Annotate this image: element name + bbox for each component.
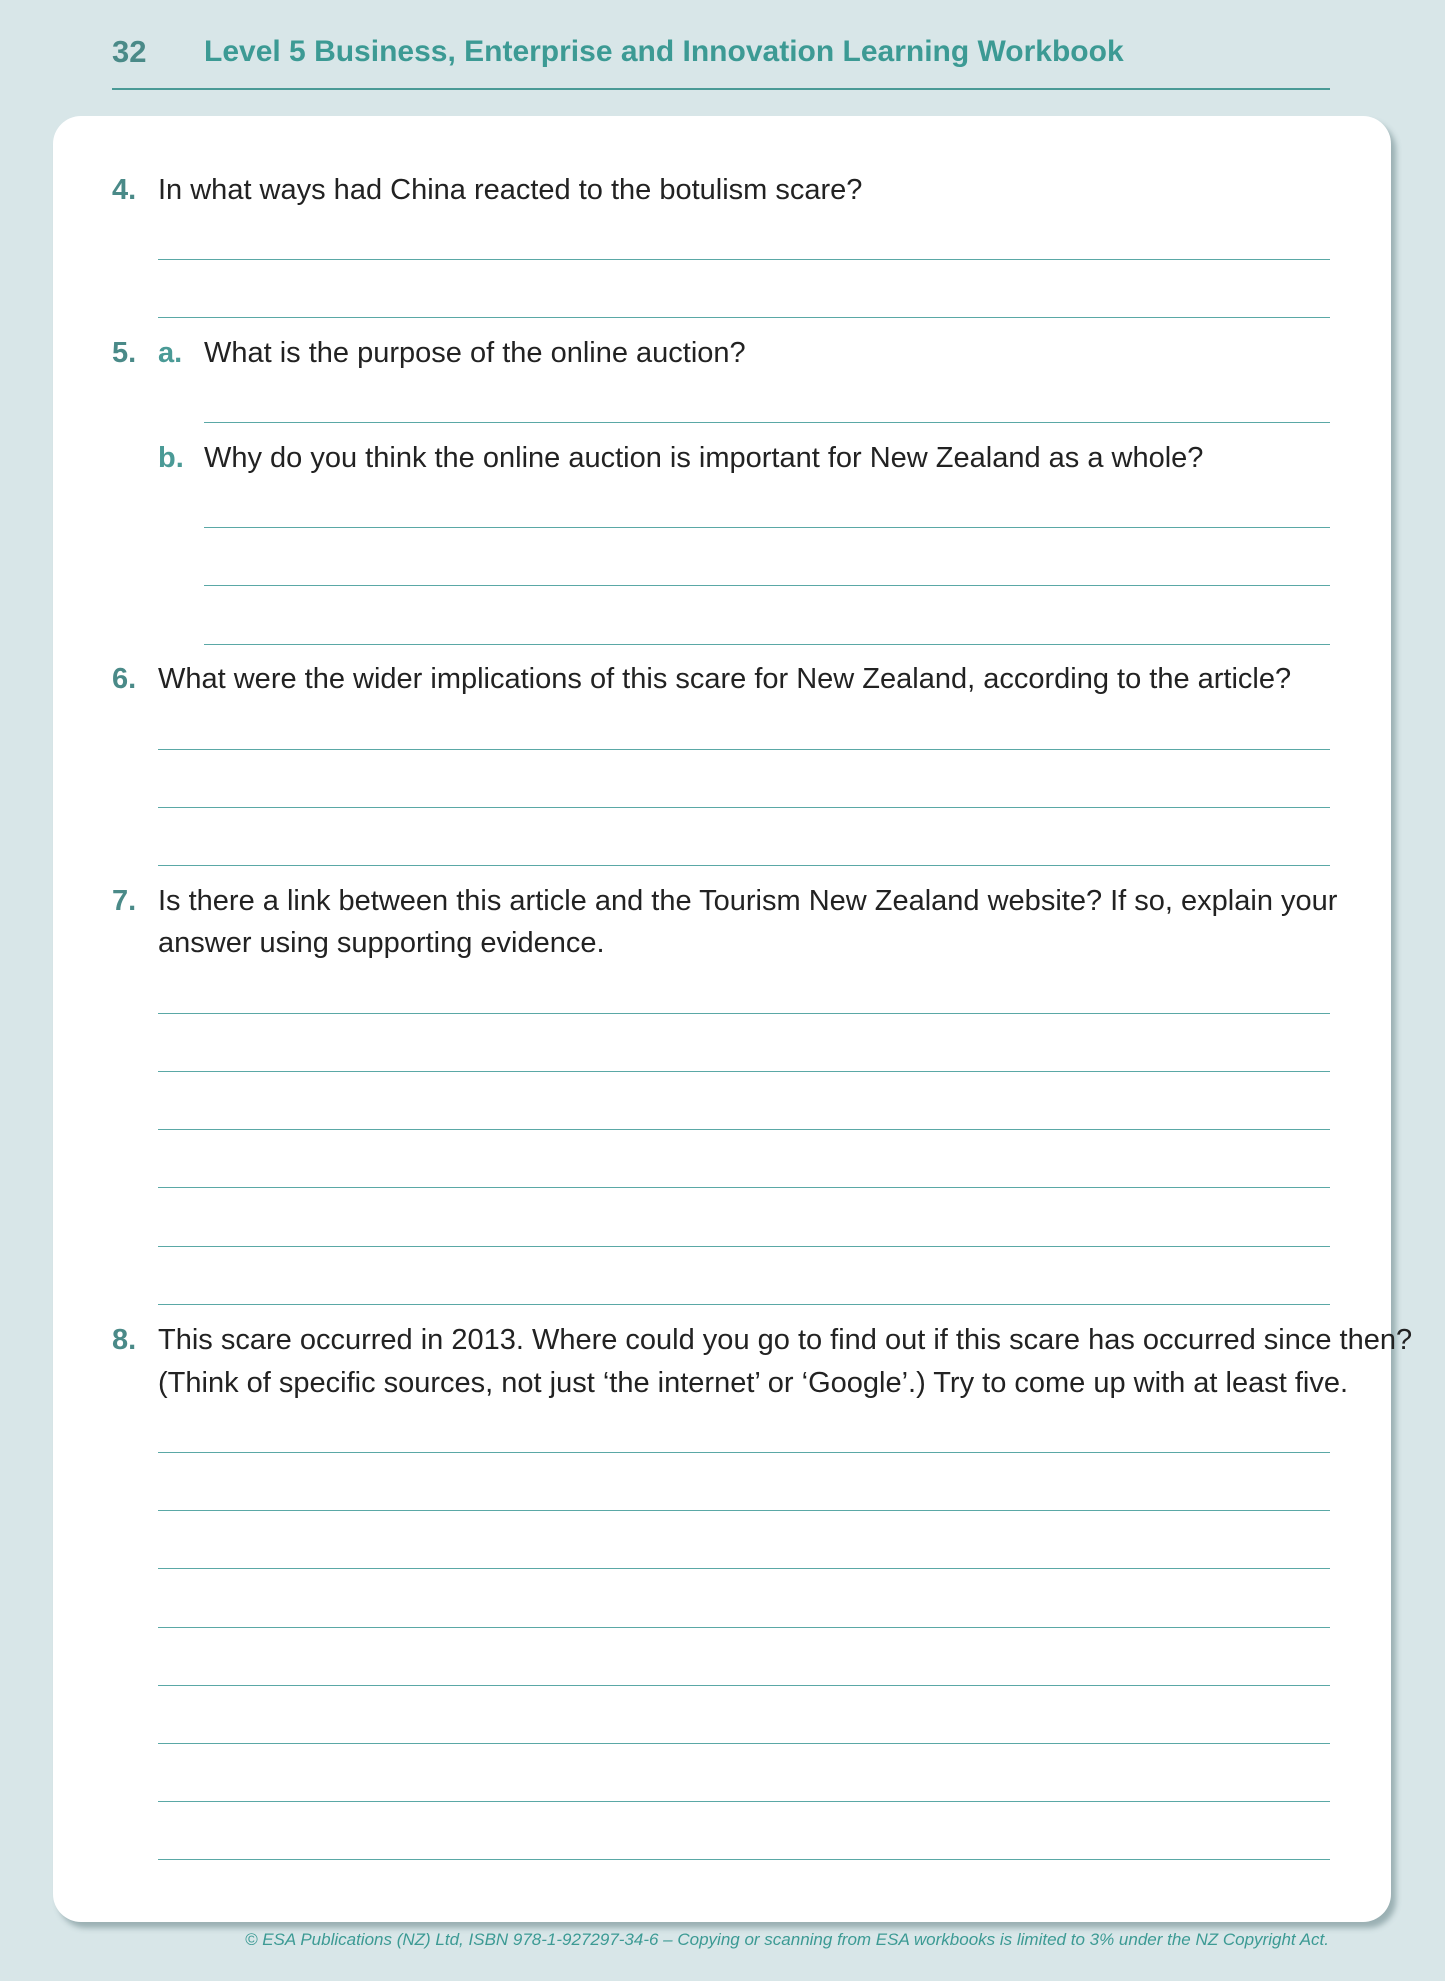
question-6-number: 6. bbox=[112, 663, 137, 695]
question-8-number: 8. bbox=[112, 1324, 137, 1356]
answer-line[interactable] bbox=[158, 1859, 1330, 1860]
answer-line[interactable] bbox=[158, 1071, 1330, 1072]
answer-line[interactable] bbox=[158, 1685, 1330, 1686]
answer-line[interactable] bbox=[158, 317, 1330, 318]
answer-line[interactable] bbox=[158, 1801, 1330, 1802]
question-4-text: In what ways had China reacted to the botulism scare? bbox=[158, 174, 863, 206]
answer-line[interactable] bbox=[158, 749, 1330, 750]
answer-line[interactable] bbox=[158, 1246, 1330, 1247]
answer-line[interactable] bbox=[158, 1452, 1330, 1453]
question-5b-label: b. bbox=[158, 442, 184, 474]
answer-line[interactable] bbox=[158, 1013, 1330, 1014]
answer-line[interactable] bbox=[158, 1187, 1330, 1188]
answer-line[interactable] bbox=[204, 644, 1330, 645]
workbook-title: Level 5 Business, Enterprise and Innovation Learning Workbook bbox=[204, 35, 1124, 68]
question-4-number: 4. bbox=[112, 174, 137, 206]
answer-line[interactable] bbox=[158, 1129, 1330, 1130]
page-number: 32 bbox=[112, 34, 147, 69]
question-5a-label: a. bbox=[158, 337, 183, 369]
answer-line[interactable] bbox=[158, 1627, 1330, 1628]
question-5a-text: What is the purpose of the online auction? bbox=[204, 337, 746, 369]
question-8-text-line1: This scare occurred in 2013. Where could you go to find out if this scare has occurred since then? bbox=[158, 1324, 1413, 1356]
answer-line[interactable] bbox=[204, 585, 1330, 586]
worksheet-card bbox=[53, 116, 1391, 1922]
question-7-text-line1: Is there a link between this article and the Tourism New Zealand website? If so, explain your bbox=[158, 885, 1338, 917]
answer-line[interactable] bbox=[158, 807, 1330, 808]
answer-line[interactable] bbox=[158, 865, 1330, 866]
question-8-text-line2: (Think of specific sources, not just ‘the internet’ or ‘Google’.) Try to come up with at least five. bbox=[158, 1367, 1349, 1399]
answer-line[interactable] bbox=[204, 527, 1330, 528]
answer-line[interactable] bbox=[204, 422, 1330, 423]
copyright-footer: © ESA Publications (NZ) Ltd, ISBN 978-1-927297-34-6 – Copying or scanning from ESA workbooks is limited to 3% under the NZ Copyright Act. bbox=[244, 1930, 1329, 1949]
question-5-number: 5. bbox=[112, 337, 137, 369]
question-5b-text: Why do you think the online auction is important for New Zealand as a whole? bbox=[204, 442, 1204, 474]
answer-line[interactable] bbox=[158, 1568, 1330, 1569]
question-7-text-line2: answer using supporting evidence. bbox=[158, 927, 605, 959]
answer-line[interactable] bbox=[158, 259, 1330, 260]
question-7-number: 7. bbox=[112, 885, 137, 917]
answer-line[interactable] bbox=[158, 1510, 1330, 1511]
answer-line[interactable] bbox=[158, 1743, 1330, 1744]
answer-line[interactable] bbox=[158, 1304, 1330, 1305]
question-6-text: What were the wider implications of this scare for New Zealand, according to the article? bbox=[158, 663, 1292, 695]
page-header bbox=[112, 28, 1330, 90]
